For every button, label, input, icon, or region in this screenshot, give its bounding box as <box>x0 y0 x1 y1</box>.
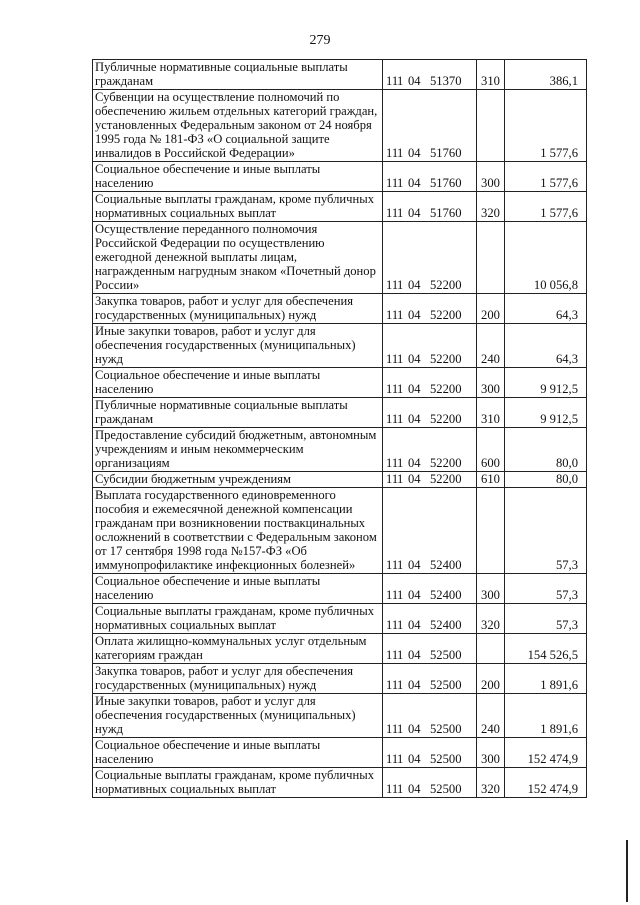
code-part-direction: 52500 <box>430 722 462 736</box>
amount-cell: 1 577,6 <box>505 162 587 192</box>
target-article-code <box>383 604 477 634</box>
expense-type-code: 320 <box>477 192 505 222</box>
table-row <box>93 192 587 222</box>
code-part-direction: 52400 <box>430 618 462 632</box>
expense-type-code: 320 <box>477 604 505 634</box>
expense-type-code: 200 <box>477 294 505 324</box>
expense-type-code <box>477 634 505 664</box>
target-article-code <box>383 324 477 368</box>
code-part-subprogram: 1 <box>397 588 404 602</box>
row-name: Социальное обеспечение и иные выплаты населению <box>93 738 383 768</box>
target-article-code <box>383 574 477 604</box>
code-part-subprogram: 1 <box>397 176 404 190</box>
row-name: Публичные нормативные социальные выплаты гражданам <box>93 60 383 90</box>
amount-cell: 80,0 <box>505 428 587 472</box>
code-part-subprogram: 1 <box>397 752 404 766</box>
code-part-program: 11 <box>386 74 399 88</box>
target-article-code <box>383 428 477 472</box>
expense-type-code: 610 <box>477 472 505 488</box>
target-article-code <box>383 634 477 664</box>
code-part-direction: 51370 <box>430 74 462 88</box>
code-part-subprogram: 1 <box>397 648 404 662</box>
target-article-code <box>383 368 477 398</box>
expense-type-code: 300 <box>477 574 505 604</box>
code-part-direction: 51760 <box>430 146 462 160</box>
expense-type-code <box>477 222 505 294</box>
code-part-subprogram: 1 <box>397 308 404 322</box>
code-part-program: 11 <box>386 648 399 662</box>
amount-cell: 64,3 <box>505 324 587 368</box>
table-row <box>93 634 587 664</box>
amount-cell: 64,3 <box>505 294 587 324</box>
target-article-code <box>383 192 477 222</box>
code-part-program: 11 <box>386 352 399 366</box>
target-article-code <box>383 398 477 428</box>
target-article-code <box>383 90 477 162</box>
code-part-program: 11 <box>386 588 399 602</box>
table-row <box>93 488 587 574</box>
code-part-event: 04 <box>408 352 421 366</box>
row-name: Социальное обеспечение и иные выплаты населению <box>93 574 383 604</box>
row-name: Социальное обеспечение и иные выплаты населению <box>93 368 383 398</box>
code-part-direction: 52200 <box>430 352 462 366</box>
code-part-event: 04 <box>408 558 421 572</box>
code-part-program: 11 <box>386 382 399 396</box>
amount-cell: 154 526,5 <box>505 634 587 664</box>
amount-cell: 386,1 <box>505 60 587 90</box>
code-part-direction: 52200 <box>430 308 462 322</box>
code-part-direction: 52200 <box>430 412 462 426</box>
code-part-subprogram: 1 <box>397 278 404 292</box>
code-part-subprogram: 1 <box>397 74 404 88</box>
code-part-subprogram: 1 <box>397 456 404 470</box>
table-row <box>93 90 587 162</box>
target-article-code <box>383 60 477 90</box>
code-part-direction: 52200 <box>430 472 462 486</box>
row-name: Закупка товаров, работ и услуг для обеспечения государственных (муниципальных) нужд <box>93 664 383 694</box>
code-part-subprogram: 1 <box>397 382 404 396</box>
code-part-direction: 52200 <box>430 278 462 292</box>
code-part-direction: 52200 <box>430 456 462 470</box>
target-article-code <box>383 222 477 294</box>
amount-cell: 1 577,6 <box>505 192 587 222</box>
row-name: Субсидии бюджетным учреждениям <box>93 472 383 488</box>
expense-type-code: 300 <box>477 368 505 398</box>
code-part-program: 11 <box>386 618 399 632</box>
code-part-subprogram: 1 <box>397 618 404 632</box>
target-article-code <box>383 664 477 694</box>
target-article-code <box>383 472 477 488</box>
table-row <box>93 162 587 192</box>
row-name: Выплата государственного единовременного пособия и ежемесячной денежной компенсации гражданам при возникновении поствакцинальных осложнений в соответствии с Федеральным законом от 17 сентября 1998 года №157-ФЗ «Об иммунопрофилактике инфекционных болезней» <box>93 488 383 574</box>
code-part-event: 04 <box>408 74 421 88</box>
target-article-code <box>383 694 477 738</box>
code-part-subprogram: 1 <box>397 782 404 796</box>
code-part-direction: 52500 <box>430 678 462 692</box>
code-part-direction: 52500 <box>430 752 462 766</box>
code-part-program: 11 <box>386 146 399 160</box>
table-row <box>93 428 587 472</box>
budget-table-body <box>93 60 587 798</box>
code-part-event: 04 <box>408 278 421 292</box>
code-part-subprogram: 1 <box>397 206 404 220</box>
code-part-event: 04 <box>408 782 421 796</box>
code-part-direction: 52400 <box>430 558 462 572</box>
expense-type-code: 310 <box>477 60 505 90</box>
table-row <box>93 694 587 738</box>
code-part-event: 04 <box>408 146 421 160</box>
table-row <box>93 294 587 324</box>
code-part-program: 11 <box>386 278 399 292</box>
table-row <box>93 222 587 294</box>
target-article-code <box>383 488 477 574</box>
amount-cell: 10 056,8 <box>505 222 587 294</box>
code-part-direction: 52500 <box>430 648 462 662</box>
budget-table <box>92 59 587 798</box>
code-part-direction: 52400 <box>430 588 462 602</box>
table-row <box>93 574 587 604</box>
code-part-program: 11 <box>386 678 399 692</box>
code-part-event: 04 <box>408 412 421 426</box>
table-row <box>93 738 587 768</box>
row-name: Предоставление субсидий бюджетным, автономным учреждениям и иным некоммерческим организациям <box>93 428 383 472</box>
margin-line <box>626 840 628 902</box>
row-name: Публичные нормативные социальные выплаты гражданам <box>93 398 383 428</box>
code-part-event: 04 <box>408 752 421 766</box>
amount-cell: 57,3 <box>505 574 587 604</box>
code-part-event: 04 <box>408 472 421 486</box>
row-name: Оплата жилищно-коммунальных услуг отдельным категориям граждан <box>93 634 383 664</box>
amount-cell: 80,0 <box>505 472 587 488</box>
table-row <box>93 60 587 90</box>
code-part-event: 04 <box>408 648 421 662</box>
code-part-event: 04 <box>408 206 421 220</box>
page-number: 279 <box>309 33 331 48</box>
code-part-subprogram: 1 <box>397 722 404 736</box>
code-part-event: 04 <box>408 308 421 322</box>
row-name: Осуществление переданного полномочия Российской Федерации по осуществлению ежегодной денежной выплаты лицам, награжденным нагрудным знаком «Почетный донор России» <box>93 222 383 294</box>
expense-type-code: 300 <box>477 738 505 768</box>
row-name: Иные закупки товаров, работ и услуг для обеспечения государственных (муниципальных) нужд <box>93 694 383 738</box>
amount-cell: 9 912,5 <box>505 368 587 398</box>
table-row <box>93 472 587 488</box>
code-part-program: 11 <box>386 308 399 322</box>
code-part-event: 04 <box>408 722 421 736</box>
target-article-code <box>383 162 477 192</box>
expense-type-code <box>477 488 505 574</box>
amount-cell: 152 474,9 <box>505 738 587 768</box>
code-part-program: 11 <box>386 472 399 486</box>
code-part-subprogram: 1 <box>397 678 404 692</box>
expense-type-code: 600 <box>477 428 505 472</box>
code-part-direction: 52500 <box>430 782 462 796</box>
expense-type-code <box>477 90 505 162</box>
code-part-subprogram: 1 <box>397 472 404 486</box>
amount-cell: 152 474,9 <box>505 768 587 798</box>
row-name: Социальное обеспечение и иные выплаты населению <box>93 162 383 192</box>
code-part-program: 11 <box>386 206 399 220</box>
code-part-event: 04 <box>408 618 421 632</box>
code-part-program: 11 <box>386 456 399 470</box>
code-part-direction: 51760 <box>430 176 462 190</box>
expense-type-code: 200 <box>477 664 505 694</box>
code-part-direction: 51760 <box>430 206 462 220</box>
code-part-event: 04 <box>408 588 421 602</box>
table-row <box>93 604 587 634</box>
row-name: Иные закупки товаров, работ и услуг для обеспечения государственных (муниципальных) нужд <box>93 324 383 368</box>
expense-type-code: 300 <box>477 162 505 192</box>
amount-cell: 1 891,6 <box>505 664 587 694</box>
target-article-code <box>383 294 477 324</box>
code-part-subprogram: 1 <box>397 412 404 426</box>
code-part-program: 11 <box>386 412 399 426</box>
row-name: Социальные выплаты гражданам, кроме публичных нормативных социальных выплат <box>93 768 383 798</box>
code-part-event: 04 <box>408 678 421 692</box>
table-row <box>93 368 587 398</box>
target-article-code <box>383 768 477 798</box>
code-part-program: 11 <box>386 782 399 796</box>
amount-cell: 1 891,6 <box>505 694 587 738</box>
amount-cell: 9 912,5 <box>505 398 587 428</box>
code-part-program: 11 <box>386 722 399 736</box>
code-part-event: 04 <box>408 456 421 470</box>
table-row <box>93 398 587 428</box>
expense-type-code: 310 <box>477 398 505 428</box>
code-part-subprogram: 1 <box>397 558 404 572</box>
code-part-program: 11 <box>386 176 399 190</box>
amount-cell: 1 577,6 <box>505 90 587 162</box>
row-name: Субвенции на осуществление полномочий по обеспечению жильем отдельных категорий граждан, установленных Федеральным законом от 24 ноября 1995 года № 181-ФЗ «О социальной защите инвалидов в Российской Федерации» <box>93 90 383 162</box>
code-part-subprogram: 1 <box>397 352 404 366</box>
expense-type-code: 240 <box>477 324 505 368</box>
expense-type-code: 320 <box>477 768 505 798</box>
table-row <box>93 664 587 694</box>
code-part-direction: 52200 <box>430 382 462 396</box>
expense-type-code: 240 <box>477 694 505 738</box>
row-name: Социальные выплаты гражданам, кроме публичных нормативных социальных выплат <box>93 192 383 222</box>
table-row <box>93 324 587 368</box>
code-part-program: 11 <box>386 752 399 766</box>
code-part-event: 04 <box>408 382 421 396</box>
code-part-program: 11 <box>386 558 399 572</box>
amount-cell: 57,3 <box>505 604 587 634</box>
code-part-subprogram: 1 <box>397 146 404 160</box>
target-article-code <box>383 738 477 768</box>
table-row <box>93 768 587 798</box>
row-name: Закупка товаров, работ и услуг для обеспечения государственных (муниципальных) нужд <box>93 294 383 324</box>
code-part-event: 04 <box>408 176 421 190</box>
amount-cell: 57,3 <box>505 488 587 574</box>
row-name: Социальные выплаты гражданам, кроме публичных нормативных социальных выплат <box>93 604 383 634</box>
